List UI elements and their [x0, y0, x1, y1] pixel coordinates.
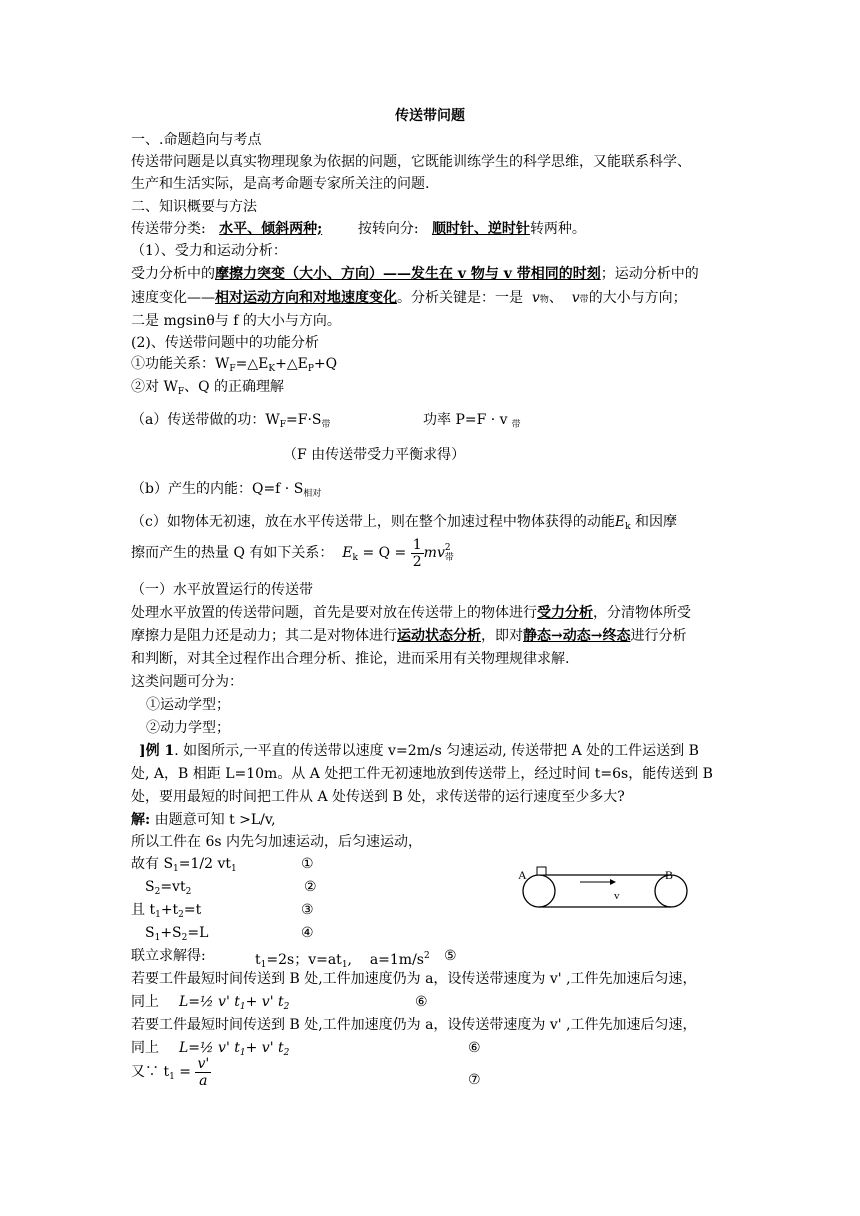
fraction-denominator: 2 [412, 553, 422, 570]
formula-text: =F·S [286, 412, 322, 428]
subscript: 1 [260, 960, 267, 970]
list-item: ①运动学型； [146, 697, 230, 713]
formula-text: 又∵ t [131, 1064, 170, 1080]
subscript: 1 [341, 960, 348, 970]
left-pulley [523, 875, 555, 907]
formula-text: S [145, 925, 155, 941]
classification-line [131, 219, 586, 239]
equation-number: ① [301, 856, 314, 872]
formula-text: +△E [275, 356, 308, 372]
formula-line [131, 354, 337, 379]
paragraph-line: 速度变化——相对运动方向和对地速度变化。分析关键是：一是 v物、 v带的大小与方向； [131, 290, 687, 306]
arrow-head-icon [610, 879, 616, 885]
subscript: 1 [239, 1002, 246, 1012]
note-line: （F 由传送带受力平衡求得） [283, 447, 466, 463]
formula-text: =2s；v=at [266, 952, 342, 968]
subsection-heading: (2)、传送带问题中的功能分析 [131, 335, 319, 351]
formula-text: L=½ v' t [179, 994, 240, 1010]
subscript: 1 [169, 1072, 175, 1082]
formula-text: =1/2 vt [178, 856, 232, 872]
paragraph-line: 若要工件最短时间传送到 B 处,工件加速度仍为 a，设传送带速度为 v' ,工件先加速后匀速， [131, 971, 697, 987]
equation-number: ② [304, 879, 317, 895]
subscript: 物 [539, 295, 549, 305]
power-formula [423, 410, 521, 435]
formula-text: +S [160, 925, 182, 941]
formula-line [131, 377, 284, 402]
formula-text: 功率 P=F · v [423, 412, 508, 428]
formula-line [131, 479, 321, 504]
subscript: 2 [181, 933, 188, 943]
equation-line [131, 854, 314, 879]
section-heading: 二、知识概要与方法 [131, 199, 257, 215]
body-text: 、Q 的正确理解 [184, 379, 285, 395]
fraction [195, 1056, 211, 1089]
subscript: F [229, 364, 236, 374]
subscript: 1 [173, 864, 179, 874]
paragraph-line: 和判断，对其全过程作出合理分析、推论，进而采用有关物理规律求解. [131, 651, 570, 667]
equation-line [131, 900, 314, 925]
section-heading: （一）水平放置运行的传送带 [131, 582, 313, 598]
formula-line [131, 536, 454, 575]
formula-text: =△E [235, 356, 269, 372]
solution-line [131, 810, 276, 830]
subscript: 2 [283, 1002, 290, 1012]
formula-text: ②对 W [131, 379, 178, 395]
formula-text: 且 t [131, 902, 156, 918]
equation-number: ⑦ [468, 1072, 481, 1088]
subscript: 相对 [303, 489, 322, 499]
subscript: 1 [154, 933, 161, 943]
formula-text: +Q [313, 356, 338, 372]
paragraph-line [131, 512, 677, 537]
fraction [411, 537, 424, 570]
list-item: ②动力学型； [146, 720, 230, 736]
formula-text: L=½ v' t [179, 1040, 240, 1056]
emphasis-text: 水平、倾斜两种; [219, 221, 323, 237]
subscript: 带 [579, 295, 589, 305]
paragraph-line [131, 264, 699, 284]
example-line [139, 741, 699, 761]
paragraph-line: 若要工件最短时间传送到 B 处,工件加速度仍为 a，设传送带速度为 v' ,工件先加速后匀速， [131, 1017, 697, 1033]
page-title: 传送带问题 [395, 108, 465, 124]
formula-text: = Q = [362, 545, 407, 561]
formula-text: + v' t [245, 1040, 284, 1056]
var-text: mv [423, 545, 445, 561]
paragraph-line: 生产和生活实际，是高考命题专家所关注的问题. [131, 176, 430, 192]
emphasis-text: 相对运动方向和对地速度变化 [215, 290, 397, 306]
body-text: 速度变化—— [131, 290, 215, 306]
subscript: P [307, 364, 314, 374]
equation-line [131, 946, 457, 970]
formula-text: + v' t [245, 994, 284, 1010]
body-text: 的大小与方向； [588, 290, 687, 306]
var-text: v [531, 290, 540, 306]
conveyor-belt-diagram [510, 864, 700, 914]
formula-text: （b）产生的内能：Q=f · S [131, 481, 304, 497]
subscript: K [268, 364, 276, 374]
formula-group [179, 992, 289, 1017]
equation-number: ④ [301, 925, 314, 941]
body-text: 同上 [131, 1040, 159, 1056]
var-text: E [614, 514, 626, 530]
fraction-denominator: a [199, 1072, 208, 1089]
body-text: 擦而产生的热量 Q 有如下关系： [131, 545, 334, 561]
example-line: 处, A，B 相距 L=10m。从 A 处把工件无初速地放到传送带上，经过时间 t=6s，能传送到 B [131, 766, 713, 782]
emphasis-text: 运动状态分析 [397, 628, 481, 644]
var-text: E [342, 545, 353, 561]
workpiece-block [537, 867, 546, 875]
subscript: F [279, 420, 286, 430]
example-line: 处，要用最短的时间把工件从 A 处传送到 B 处，求传送带的运行速度至少多大? [131, 789, 625, 805]
var-text: v [571, 290, 580, 306]
label-v: v [614, 890, 620, 902]
formula-text: a=1m/s [369, 952, 424, 968]
subsection-heading: （1）、受力和运动分析： [131, 243, 287, 259]
paragraph-line: 这类问题可分为： [131, 674, 243, 690]
fraction-numerator: v' [197, 1055, 210, 1072]
section-heading: 一、.命题趋向与考点 [131, 132, 262, 148]
subscript: 1 [155, 910, 161, 920]
emphasis-text: 静态→动态→终态 [523, 628, 631, 644]
subscript: 2 [185, 887, 192, 897]
equation-number: ⑥ [468, 1040, 481, 1056]
equation-number: ③ [301, 902, 314, 918]
body-text: ，即对 [481, 628, 523, 644]
emphasis-text: 受力分析 [537, 605, 593, 621]
body-text: 联立求解得: [131, 948, 206, 964]
body-text: 。分析关键是：一是 [397, 290, 523, 306]
formula-text: =L [187, 925, 209, 941]
superscript: 2 [423, 951, 430, 961]
body-text: . 如图所示,一平直的传送带以速度 v=2m/s 匀速运动, 传送带把 A 处的工件运送到 B [174, 743, 699, 759]
body-text: 进行分析 [630, 628, 687, 644]
paragraph-line [131, 626, 686, 646]
label-b: B [665, 868, 674, 882]
formula-text: = [179, 1064, 191, 1080]
equation-number: ⑥ [415, 994, 428, 1010]
emphasis-text: 摩擦力突变（大小、方向）——发生在 v 物与 v 带相同的时刻 [215, 266, 601, 282]
subscript: 2 [283, 1048, 290, 1058]
subscript: F [177, 387, 185, 397]
label-text: 传送带分类: [131, 221, 206, 237]
formula-text: ①功能关系：W [131, 356, 230, 372]
body-text: 受力分析中的 [131, 266, 215, 282]
body-text: 摩擦力是阻力还是动力；其二是对物体进行 [131, 628, 397, 644]
paragraph-line: 二是 mgsinθ与 f 的大小与方向。 [131, 313, 341, 329]
subscript: 带 [321, 420, 331, 430]
equation-line [131, 1055, 481, 1094]
formula-text: =t [183, 902, 202, 918]
formula-text: S [145, 879, 155, 895]
equation-number: ⑤ [444, 948, 457, 964]
subscript: k [352, 553, 358, 563]
body-text: 同上 [131, 994, 159, 1010]
emphasis-text: 顺时针、逆时针 [431, 221, 530, 237]
equation-line [145, 923, 314, 948]
body-text: 转两种。 [529, 221, 586, 237]
superscript: 2 [444, 543, 451, 553]
formula-line [131, 410, 521, 435]
equation-line [145, 877, 317, 902]
formula-text: （a）传送带做的功：W [131, 412, 280, 428]
body-text: 处理水平放置的传送带问题，首先是要对放在传送带上的物体进行 [131, 605, 537, 621]
body-text: 由题意可知 t >L/v, [150, 812, 276, 828]
body-text: 和因摩 [635, 514, 677, 530]
subscript: 1 [239, 1048, 246, 1058]
body-text: （c）如物体无初速，放在水平传送带上，则在整个加速过程中物体获得的动能 [131, 514, 615, 530]
subscript: 带 [511, 420, 521, 430]
formula-text: =vt [160, 879, 186, 895]
subscript: 2 [178, 910, 184, 920]
subscript: 1 [231, 864, 237, 874]
formula-text: t [255, 952, 261, 968]
paragraph-line [131, 603, 691, 623]
label-text: 按转向分: [357, 221, 419, 237]
formula-text: , [347, 952, 352, 968]
solution-label: 解: [131, 812, 151, 828]
subscript: 带 [444, 553, 454, 563]
body-text: ，分清物体所受 [593, 605, 691, 621]
subscript: k [625, 522, 631, 532]
example-label: ]例 1 [139, 743, 175, 759]
formula-text: 故有 S [131, 856, 174, 872]
fraction-numerator: 1 [412, 536, 422, 553]
body-text: ；运动分析中的 [600, 266, 699, 282]
paragraph-line: 传送带问题是以真实物理现象为依据的问题，它既能训练学生的科学思维，又能联系科学、 [131, 154, 691, 170]
subscript: 2 [154, 887, 161, 897]
solution-line: 所以工件在 6s 内先匀加速运动，后匀速运动， [131, 834, 422, 850]
equation-line [131, 992, 428, 1012]
formula-text: +t [160, 902, 179, 918]
label-a: A [518, 868, 527, 882]
